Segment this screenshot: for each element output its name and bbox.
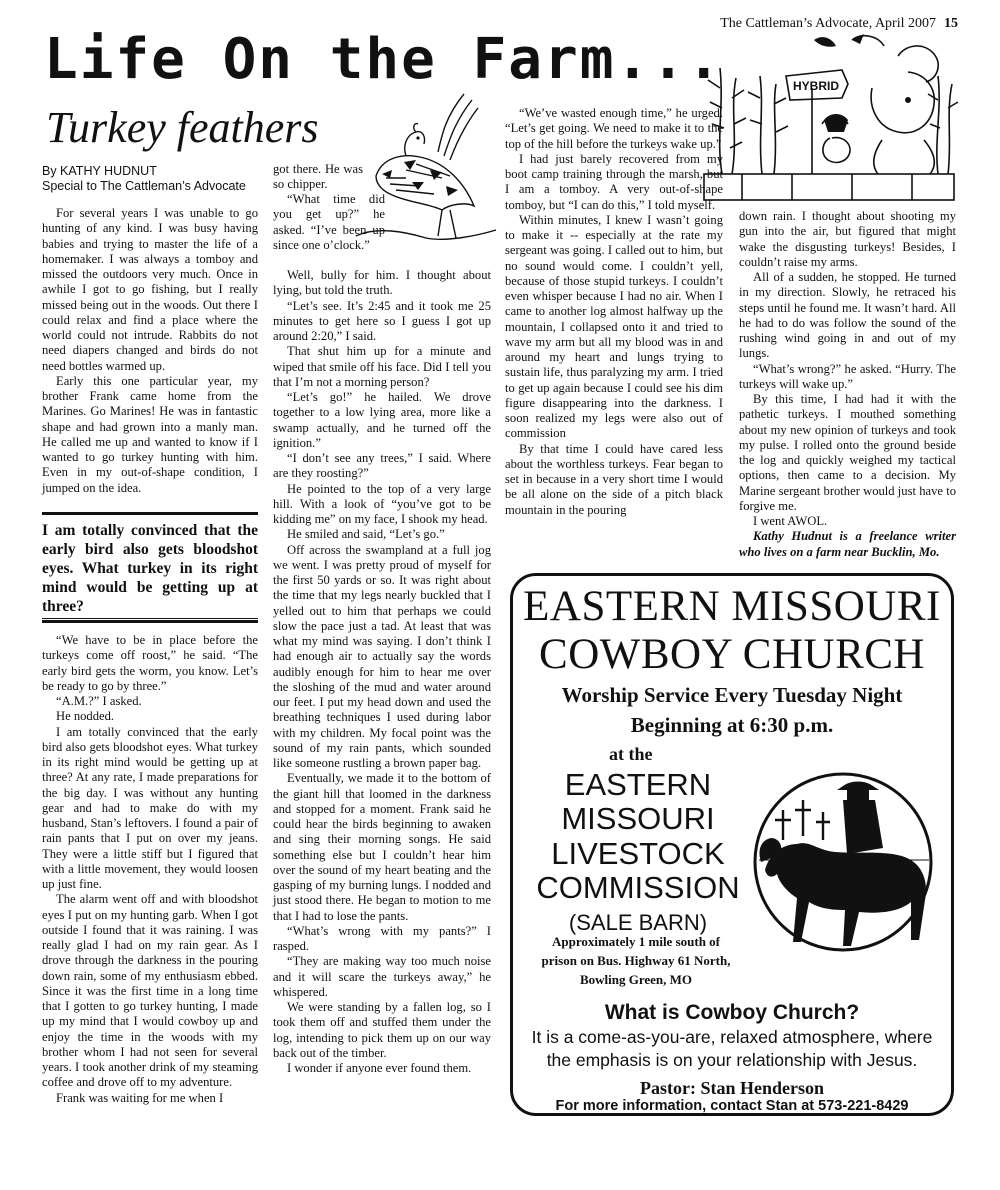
ad-answer-2: the emphasis is on your relationship with Jesus. [546,1050,918,1070]
column-2 [273,268,491,1076]
ad-directions-2: prison on Bus. Highway 61 North, [541,953,731,968]
paragraph: “We’ve wasted enough time,” he urged. “Let’s get going. We need to make it to the top of the hill before the turkeys wake up.” [505,106,723,151]
pull-quote-rule [42,618,258,619]
column-1-top [42,206,258,496]
ad-headline-2: COWBOY CHURCH [539,631,925,678]
author-credit: Kathy Hudnut is a freelance writer who lives on a farm near Bucklin, Mo. [739,529,956,559]
byline-affiliation: Special to The Cattleman’s Advocate [42,179,246,193]
paragraph: “We have to be in place before the turkeys come off roost,” he said. “The early bird gets the worm, you know. Let’s be ready to go by three.” [42,633,258,693]
ad-venue-2: MISSOURI [561,801,715,836]
byline-author: By KATHY HUDNUT [42,164,157,178]
paragraph: I am totally convinced that the early bird also gets bloodshot eyes. What turkey in its right mind would be getting up at three? At any rate, I made preparations for the big day. I was without any hunting gear and had to make do with my husband, Stan’s leftovers. I found a pair of rain pants that I put on over my jeans. They were a little stiff but I figured that with a little movement, they would loosen up just fine. [42,724,258,891]
paragraph: Eventually, we made it to the bottom of the giant hill that loomed in the darkness and stopped for a moment. Frank said he could hear the birds beginning to awaken and sing their morning songs. He said something else but I couldn’t hear him over the sound of my heart beating and the gasping of my burning lungs. I nodded and just stood there. He began to motion to me that I had to lose the pants. [273,771,491,923]
cowboy-on-horse-icon [739,770,949,956]
paragraph: got there. He was so chipper. [273,162,363,192]
ad-directions-1: Approximately 1 mile south of [551,934,721,949]
article-subtitle: Turkey feathers [46,103,319,152]
paragraph: He pointed to the top of a very large hill. With a look of “you’ve got to be kidding me” on my face, I shook my head. [273,481,491,526]
ad-service-time: Worship Service Every Tuesday Night [561,683,903,707]
paragraph: “What’s wrong with my pants?” I rasped. [273,923,491,953]
column-4 [739,209,956,560]
paragraph: Early this one particular year, my brother Frank came home from the Marines. Go Marines! He was in fantastic shape and had grown into a manly man. He called me up and wanted to know if I wanted to go turkey hunting with him. Even in my out-of-shape condition, I jumped on the idea. [42,373,258,495]
paragraph: “I don’t see any trees,” I said. Where are they roosting?” [273,451,491,481]
paragraph: down rain. I thought about shooting my gun into the air, but figured that might wake the disgusting turkeys! Besides, I couldn’t raise my arms. [739,209,956,269]
paragraph: “They are making way too much noise and it will scare the turkeys away,” he whispered. [273,954,491,999]
byline [42,164,246,194]
column-1-bottom [42,633,258,1106]
paragraph: “Let’s go!” he hailed. We drove together to a low lying area, more like a swamp actually, and he turned off the ignition.” [273,390,491,450]
paragraph: “A.M.?” I asked. [56,694,142,708]
paragraph: He smiled and said, “Let’s go.” [287,527,445,542]
ad-venue-4: COMMISSION [536,870,740,905]
ad-start-time: Beginning at 6:30 p.m. [630,713,834,737]
ad-answer-1: It is a come-as-you-are, relaxed atmosphere, where [531,1027,933,1047]
paragraph: “What’s wrong?” he asked. “Hurry. The turkeys will wake up.” [739,361,956,391]
ad-venue-3: LIVESTOCK [551,836,725,871]
ad-directions-3: Bowling Green, MO [579,972,693,987]
turkey-icon [346,86,504,246]
ad-at-the: at the [609,744,653,764]
ad-venue-1: EASTERN [564,767,712,802]
ad-headline-1: EASTERN MISSOURI [523,583,941,630]
paragraph: By this time, I had had it with the pathetic turkeys. I mouthed something about my new opinion of turkeys and took my pulse. I rolled onto the ground beside the log and quickly weighed my tactical options, then came to a decision. My Marine sergeant brother would just have to forgive me. [739,392,956,513]
paragraph: We were standing by a fallen log, so I took them off and stuffed them under the log, intending to pick them up on our way back out of the timber. [273,1000,491,1060]
ad-question: What is Cowboy Church? [604,1001,860,1024]
paragraph: “Let’s see. It’s 2:45 and it took me 25 minutes to get here so I guess I got up around 2:20,” I said. [273,298,491,343]
paragraph: For several years I was unable to go hunting of any kind. I was busy having babies and trying to master the life of a homemaker. I was always a tomboy and missed the outdoors very much. Once in awhile I got to go fishing, but I really missed being out in the woods. Out there I could relax and find a place where the world could not intrude. Rabbits do not need diapers changed and birds do not need bottles warmed up. [42,206,258,373]
paragraph: I had just barely recovered from my boot camp training through the marsh, but I am a tomboy. A very out-of-shape tomboy, but “I can do this,” I told myself. [505,151,723,212]
ad-contact: For more information, contact Stan at 573-221-8429 [555,1098,909,1114]
cowboy-church-ad [510,573,954,1116]
paragraph: Frank was waiting for me when I [56,1090,224,1105]
paragraph: Within minutes, I knew I wasn’t going to make it -- especially at the rate my sergeant was going. I called out to him, but no sound would come. I couldn’t yell, because of those stupid turkeys. I couldn’t even whisper because I had no air. When I came to another log almost halfway up the mountain, I collapsed onto it and tried to wave my arm but all my blood was in and around my heart and lungs trying to sustain life, thus paralyzing my arm. I tried to get up again because I could see his dim figure disappearing into the darkness. I soon realized my legs were also out of commission [505,212,723,441]
page-number: 15 [944,16,958,31]
paragraph: I went AWOL. [753,514,828,528]
masthead-text: The Cattleman’s Advocate, April 2007 [720,16,936,31]
column-3 [505,106,723,518]
paragraph: All of a sudden, he stopped. He turned in my direction. Slowly, he retraced his steps until he found me. It wasn’t hard. All he had to do was follow the sound of the rushing wind going in and out of my lungs. [739,270,956,361]
ad-venue-5: (SALE BARN) [568,910,708,935]
paragraph: Off across the swampland at a full jog we went. I was pretty proud of myself for the first 50 yards or so. It was right about the time that my legs nearly buckled that I yelled out to him that perhaps we could slow the pace just a tad. At least that was what my mind was saying. I don’t think I had enough air to actually say the words audibly enough for him to hear me over the sloshing of the mud and water around our feet. I put my head down and used the breathing techniques I used during labor with my children. My focal point was the sound of my rain pants, which sounded like someone rustling a brown paper bag. [273,542,491,770]
paragraph: The alarm went off and with bloodshot eyes I put on my hunting garb. When I got outside I found that it was raining. I was really glad I had on my rain gear. As I drove through the darkness in the pouring down rain, some of my enthusiasm ebbed. Since it was the first time in a long time that I gotten to go turkey hunting, I made up my mind that I would cowboy up and enjoy the time in the woods with my brother whom I had not seen for several years. I took another drink of my steaming coffee and drove off to my adventure. [42,892,258,1090]
paragraph: Well, bully for him. I thought about lying, but told the truth. [273,268,491,298]
paragraph: I wonder if anyone ever found them. [287,1061,472,1075]
paragraph: He nodded. [56,709,115,724]
ad-pastor: Pastor: Stan Henderson [640,1078,824,1098]
cartoon-sign-text: HYBRID [792,79,840,93]
paragraph: That shut him up for a minute and wiped that smile off his face. Did I tell you that I’m not a morning person? [273,344,491,389]
article-title: Life On the Farm... [44,27,723,92]
farm-cartoon-icon [702,28,958,203]
pull-quote: I am totally convinced that the early bird also gets bloodshot eyes. What turkey in its right mind would be getting up at three? [42,512,258,623]
paragraph: “What time did you get up?” he asked. “I’ve been up since one o’clock.” [273,192,385,252]
paragraph: By that time I could have cared less about the worthless turkeys. Fear began to set in because in a very short time I would be all alone on the side of a pitch black mountain in the pouring [505,441,723,517]
